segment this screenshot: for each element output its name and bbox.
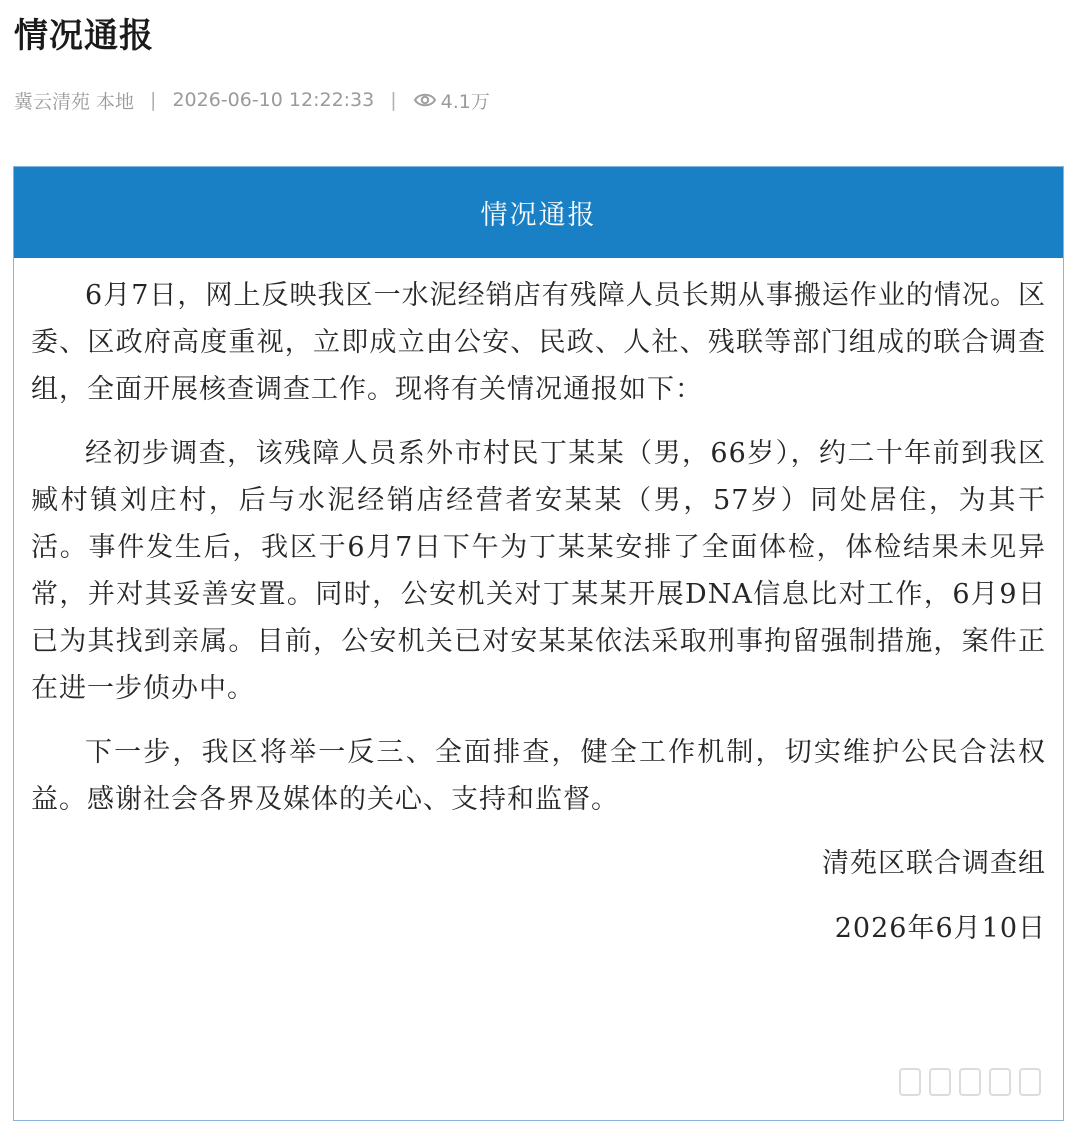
signature-org: 清苑区联合调查组 — [822, 848, 1046, 879]
meta-separator: | — [390, 89, 397, 111]
notice-image — [13, 166, 1064, 1121]
publish-datetime: 2026-06-10 12:22:33 — [172, 89, 375, 111]
eye-icon — [413, 91, 437, 109]
view-count: 4.1万 — [440, 90, 490, 113]
notice-paragraph: 经初步调查，该残障人员系外市村民丁某某（男，66岁），约二十年前到我区臧村镇刘庄村，后与水泥经销店经营者安某某（男，57岁）同处居住，为其干活。事件发生后，我区于6月7日下午为丁某某安排了全面体检，体检结果未见异常，并对其妥善安置。同时，公安机关对丁某某开展DNA信息比对工作，6月9日已为其找到亲属。目前，公安机关已对安某某依法采取刑事拘留强制措施，案件正在进一步侦办中。 — [31, 438, 1046, 704]
notice-body — [14, 258, 1063, 952]
channel-label: 本地 — [96, 90, 135, 113]
page-title: 情况通报 — [14, 16, 154, 56]
meta-separator: | — [150, 89, 157, 111]
article-meta — [14, 86, 490, 114]
signature-date: 2026年6月10日 — [834, 913, 1046, 944]
notice-paragraph: 下一步，我区将举一反三、全面排查，健全工作机制，切实维护公民合法权益。感谢社会各界及媒体的关心、支持和监督。 — [31, 737, 1046, 815]
notice-header — [14, 167, 1063, 258]
notice-paragraph: 6月7日，网上反映我区一水泥经销店有残障人员长期从事搬运作业的情况。区委、区政府高度重视，立即成立由公安、民政、人社、残联等部门组成的联合调查组，全面开展核查调查工作。现将有关情况通报如下： — [31, 280, 1046, 405]
source-name[interactable]: 冀云清苑 — [14, 90, 91, 113]
watermark-icon — [899, 1068, 1041, 1096]
notice-header-title: 情况通报 — [480, 200, 597, 231]
